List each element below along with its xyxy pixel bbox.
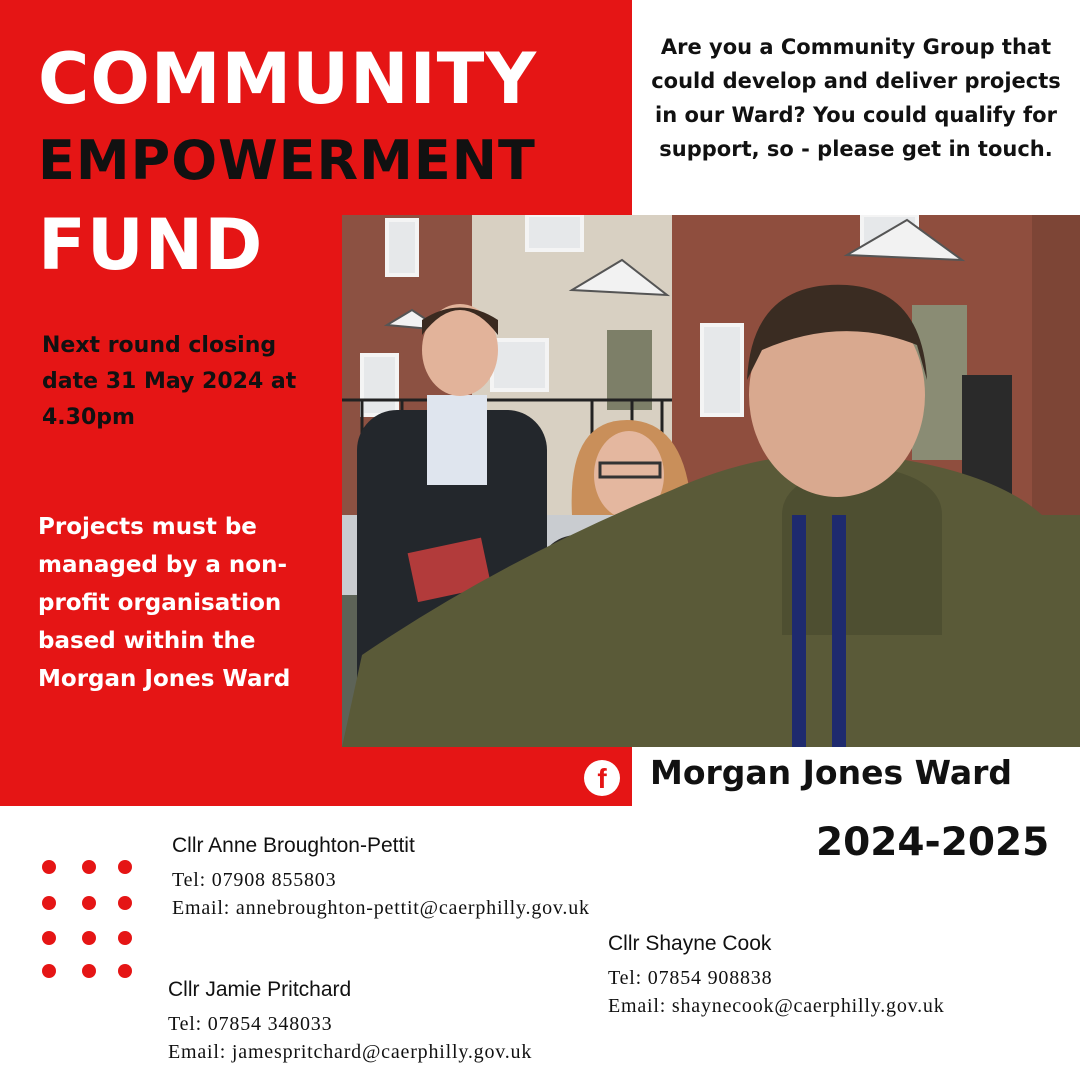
- title-empowerment: EMPOWERMENT: [38, 129, 536, 192]
- title-community: COMMUNITY: [38, 38, 538, 120]
- contact-jamie-pritchard: [168, 978, 532, 1066]
- contact-email: Email: jamespritchard@caerphilly.gov.uk: [168, 1041, 533, 1063]
- contact-shayne-cook: [608, 932, 945, 1020]
- contact-anne-broughton-pettit: [172, 834, 590, 922]
- councillors-photo: [342, 215, 1080, 747]
- intro-text: Are you a Community Group that could develop and deliver projects in our Ward? You could qualify for support, so - please get in touch.: [651, 35, 1061, 161]
- closing-date-text: Next round closing date 31 May 2024 at 4.30pm: [42, 333, 297, 430]
- contact-email: Email: annebroughton-pettit@caerphilly.gov.uk: [172, 897, 590, 919]
- decorative-dots: [40, 858, 140, 982]
- contact-phone: Tel: 07908 855803: [172, 869, 337, 891]
- title-fund: FUND: [38, 204, 264, 286]
- contact-name: Cllr Shayne Cook: [608, 932, 772, 955]
- facebook-icon: f: [584, 760, 620, 796]
- ward-name: Morgan Jones Ward: [650, 753, 1013, 792]
- projects-requirement-text: Projects must be managed by a non-profit organisation based within the Morgan Jones Ward: [38, 514, 291, 692]
- contact-phone: Tel: 07854 908838: [608, 967, 773, 989]
- years-label: 2024-2025: [816, 820, 1050, 865]
- contact-name: Cllr Jamie Pritchard: [168, 978, 352, 1001]
- contact-phone: Tel: 07854 348033: [168, 1013, 333, 1035]
- contact-name: Cllr Anne Broughton-Pettit: [172, 834, 415, 857]
- contact-email: Email: shaynecook@caerphilly.gov.uk: [608, 995, 945, 1017]
